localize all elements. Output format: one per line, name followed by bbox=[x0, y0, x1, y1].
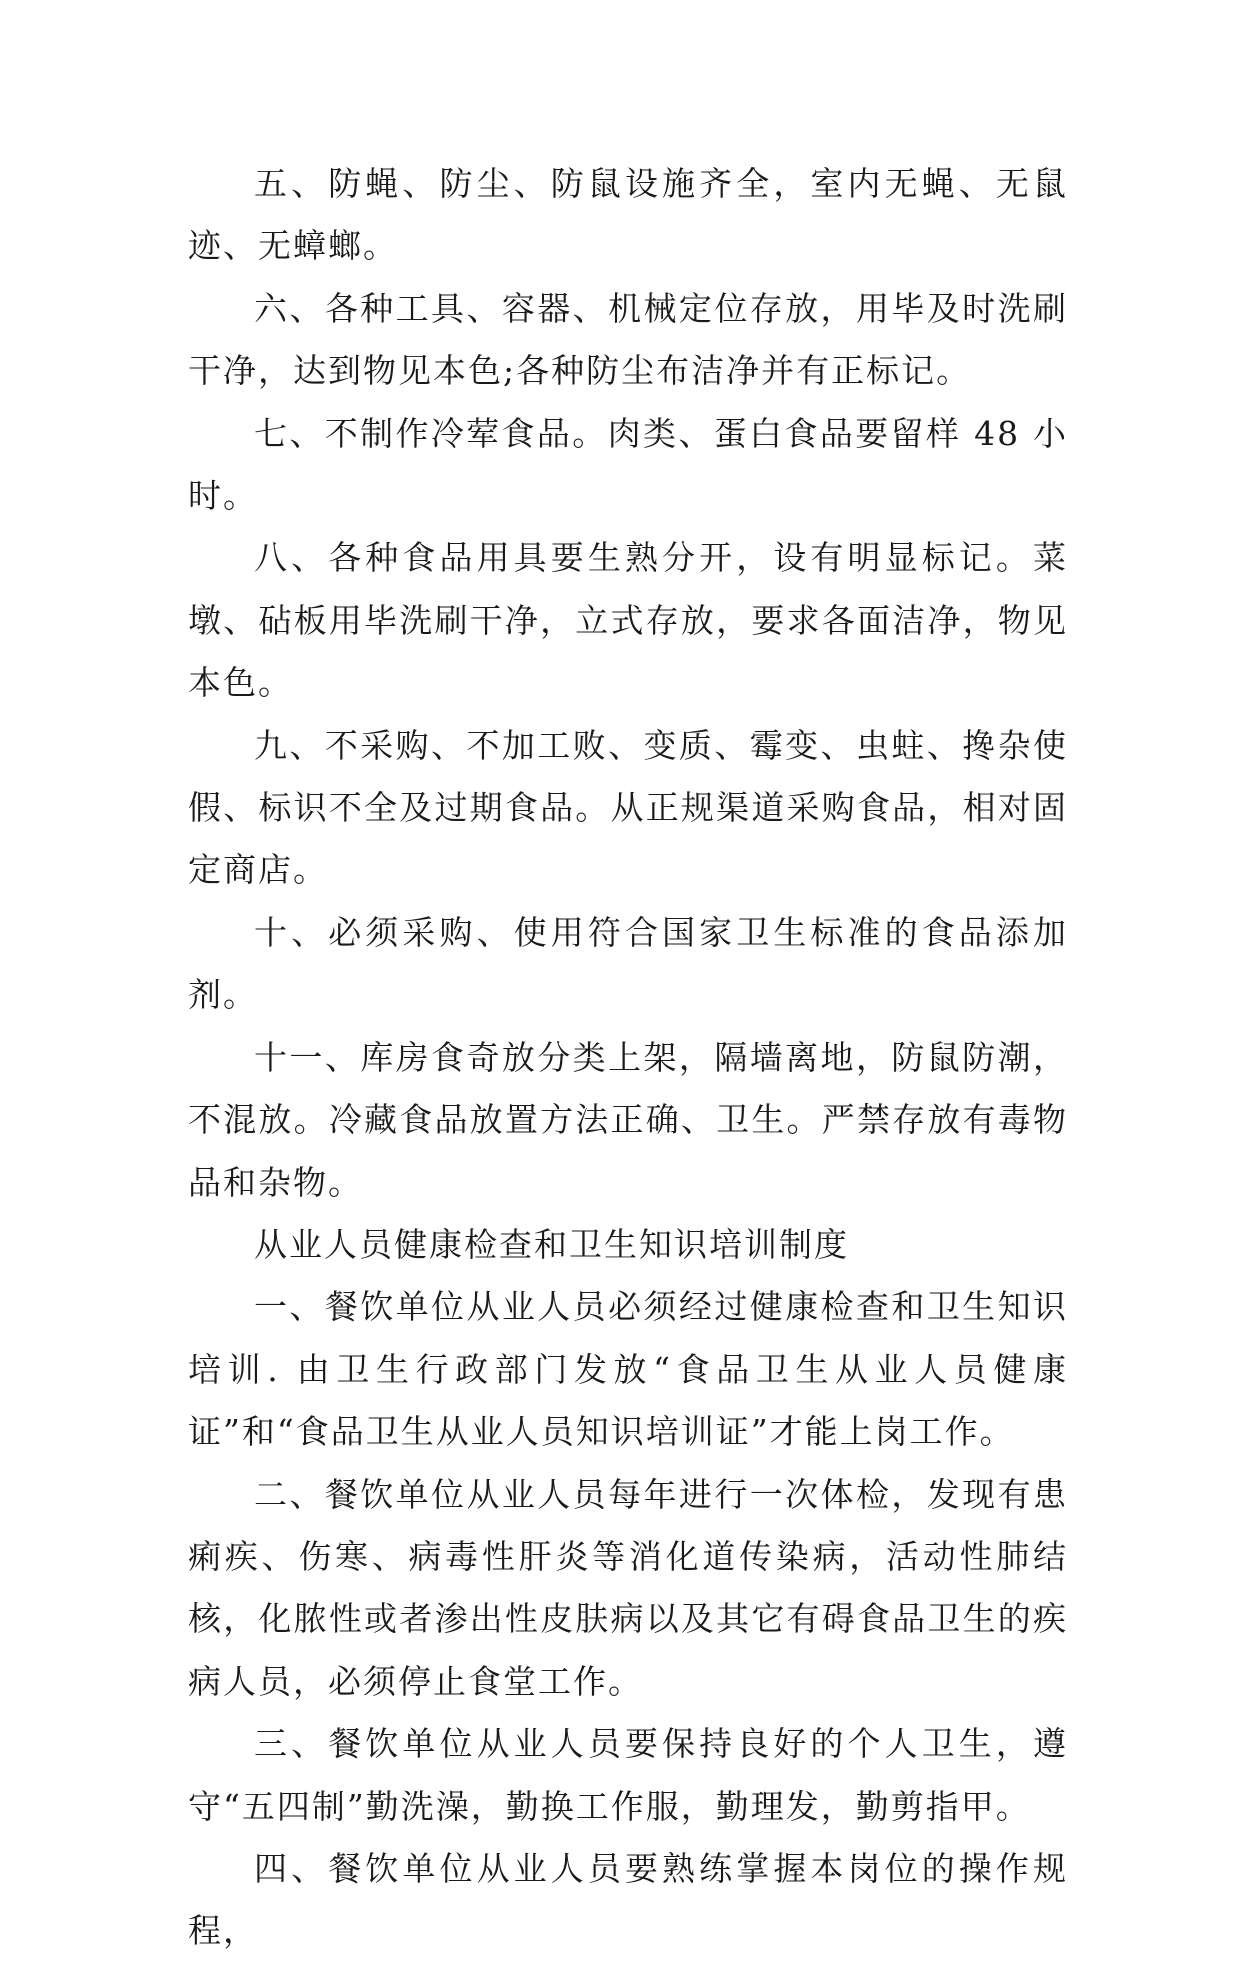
paragraph-9-procurement: 九、不采购、不加工败、变质、霉变、虫蛀、搀杂使假、标识不全及过期食品。从正规渠道采购食品，相对固定商店。 bbox=[188, 725, 1068, 890]
paragraph-7-cold-dishes: 七、不制作冷荤食品。肉类、蛋白食品要留样 48 小时。 bbox=[188, 413, 1068, 516]
document-body bbox=[188, 153, 1068, 1963]
paragraph-health-2: 二、餐饮单位从业人员每年进行一次体检，发现有患痢疾、伤寒、病毒性肝炎等消化道传染病，活动性肺结核，化脓性或者渗出性皮肤病以及其它有碍食品卫生的疾病人员，必须停止食堂工作。 bbox=[188, 1474, 1068, 1701]
paragraph-5-anti-pest: 五、防蝇、防尘、防鼠设施齐全，室内无蝇、无鼠迹、无蟑螂。 bbox=[188, 164, 1068, 266]
paragraph-health-1: 一、餐饮单位从业人员必须经过健康检查和卫生知识培训. 由卫生行政部门发放“食品卫生从业人员健康证”和“食品卫生从业人员知识培训证”才能上岗工作。 bbox=[188, 1287, 1068, 1452]
paragraph-8-raw-cooked-separation: 八、各种食品用具要生熟分开，设有明显标记。菜墩、砧板用毕洗刷干净，立式存放，要求各面洁净，物见本色。 bbox=[188, 538, 1068, 703]
paragraph-health-3: 三、餐饮单位从业人员要保持良好的个人卫生，遵守“五四制”勤洗澡，勤换工作服，勤理发，勤剪指甲。 bbox=[188, 1724, 1068, 1826]
paragraph-11-storeroom: 十一、库房食奇放分类上架，隔墙离地，防鼠防潮，不混放。冷藏食品放置方法正确、卫生。严禁存放有毒物品和杂物。 bbox=[188, 1037, 1068, 1202]
section-heading: 从业人员健康检查和卫生知识培训制度 bbox=[254, 1224, 849, 1264]
paragraph-6-tools-storage: 六、各种工具、容器、机械定位存放，用毕及时洗刷干净，达到物见本色;各种防尘布洁净并有正标记。 bbox=[188, 288, 1068, 391]
paragraph-health-4: 四、餐饮单位从业人员要熟练掌握本岗位的操作规程， bbox=[188, 1848, 1068, 1951]
paragraph-10-additives: 十、必须采购、使用符合国家卫生标准的食品添加剂。 bbox=[188, 912, 1068, 1015]
